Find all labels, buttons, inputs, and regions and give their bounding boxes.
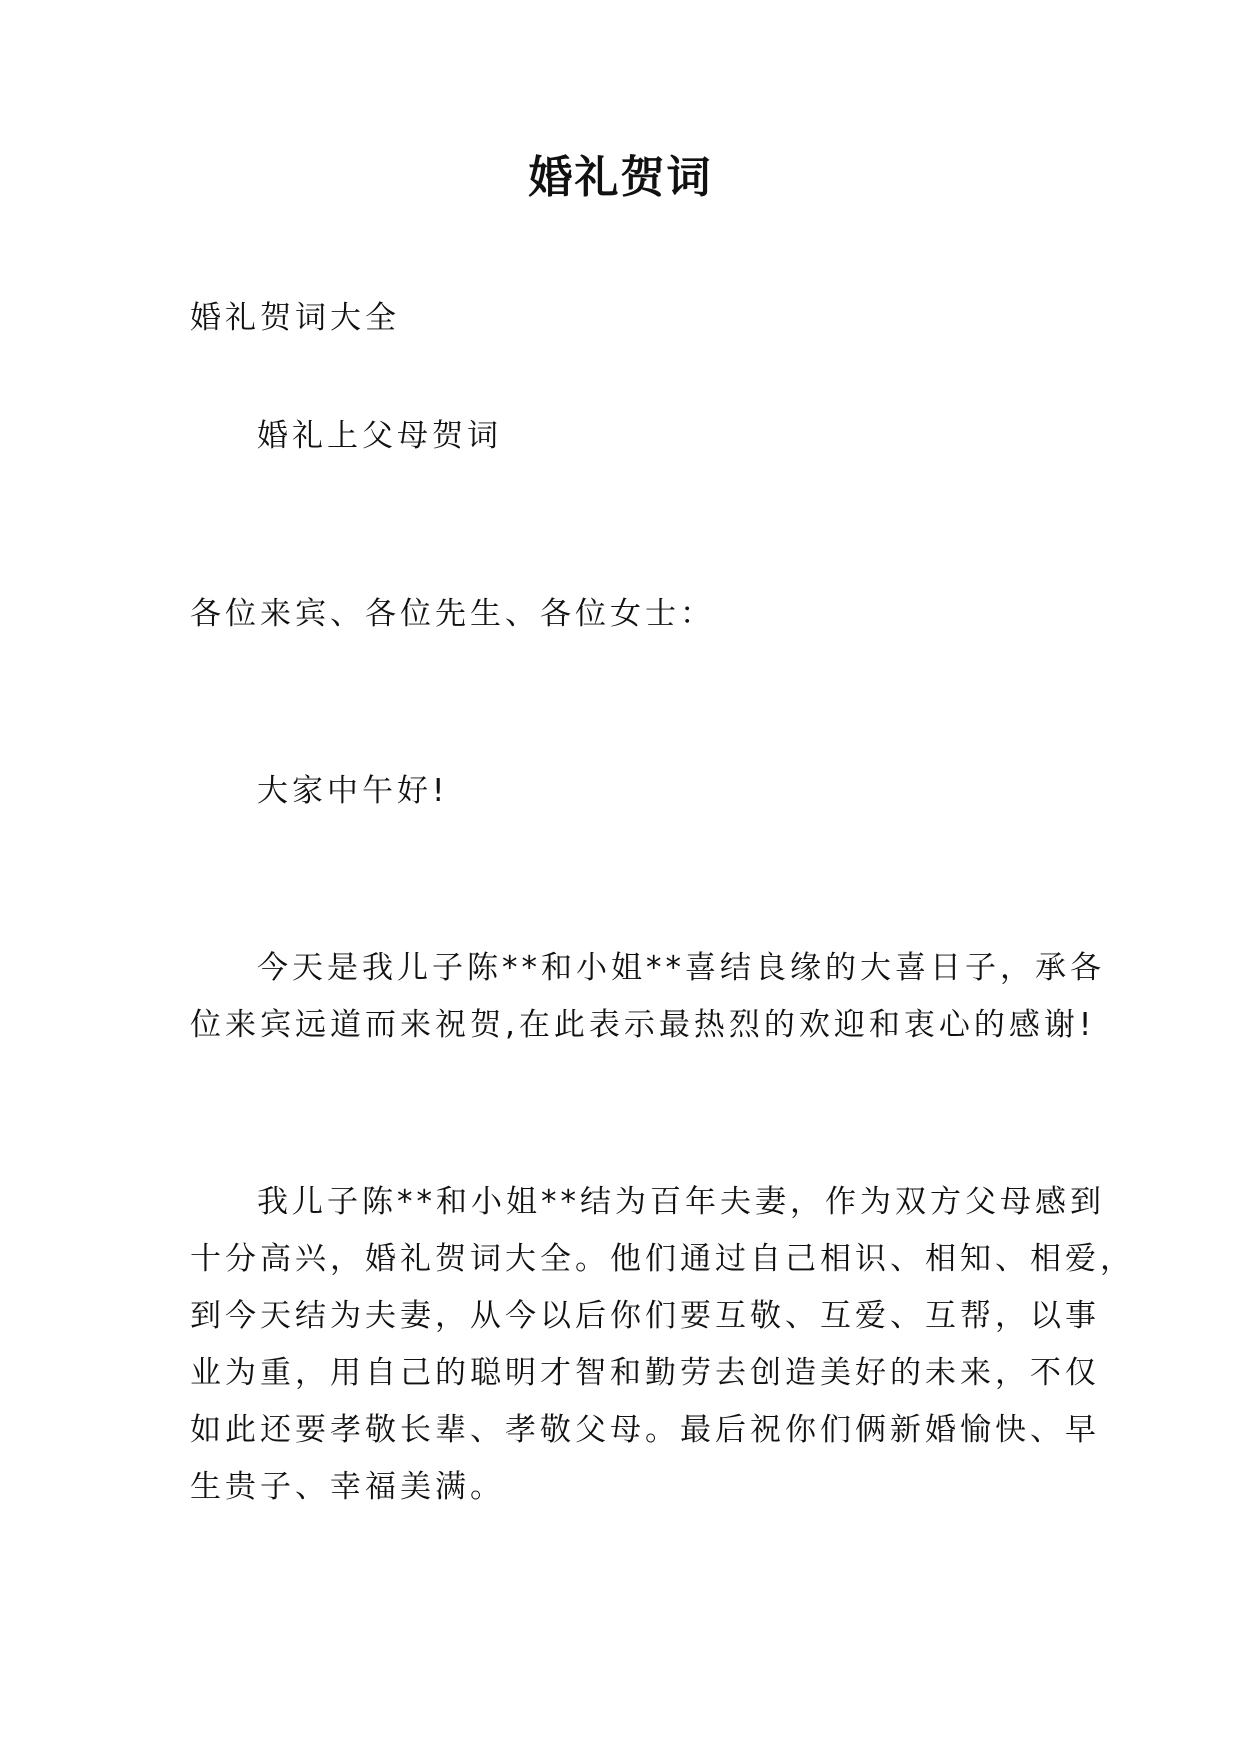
paragraph-line: 到今天结为夫妻，从今以后你们要互敬、互爱、互帮，以事 (190, 1298, 1100, 1334)
salutation: 各位来宾、各位先生、各位女士： (190, 596, 715, 632)
paragraph-line: 十分高兴，婚礼贺词大全。他们通过自己相识、相知、相爱， (190, 1241, 1135, 1277)
paragraph-line: 位来宾远道而来祝贺,在此表示最热烈的欢迎和衷心的感谢! (190, 1007, 1096, 1043)
section-heading: 婚礼上父母贺词 (257, 418, 502, 454)
paragraph-line: 生贵子、幸福美满。 (190, 1469, 505, 1505)
paragraph-line: 如此还要孝敬长辈、孝敬父母。最后祝你们俩新婚愉快、早 (190, 1412, 1100, 1448)
document-title: 婚礼贺词 (528, 152, 713, 203)
paragraph-line: 业为重，用自己的聪明才智和勤劳去创造美好的未来，不仅 (190, 1355, 1100, 1391)
paragraph-line: 今天是我儿子陈**和小姐**喜结良缘的大喜日子，承各 (257, 950, 1105, 986)
paragraph-welcome (190, 940, 1105, 1054)
greeting: 大家中午好! (257, 773, 449, 809)
document-subtitle: 婚礼贺词大全 (190, 300, 400, 336)
paragraph-blessing (190, 1174, 1135, 1516)
paragraph-line: 我儿子陈**和小姐**结为百年夫妻，作为双方父母感到 (257, 1184, 1105, 1220)
